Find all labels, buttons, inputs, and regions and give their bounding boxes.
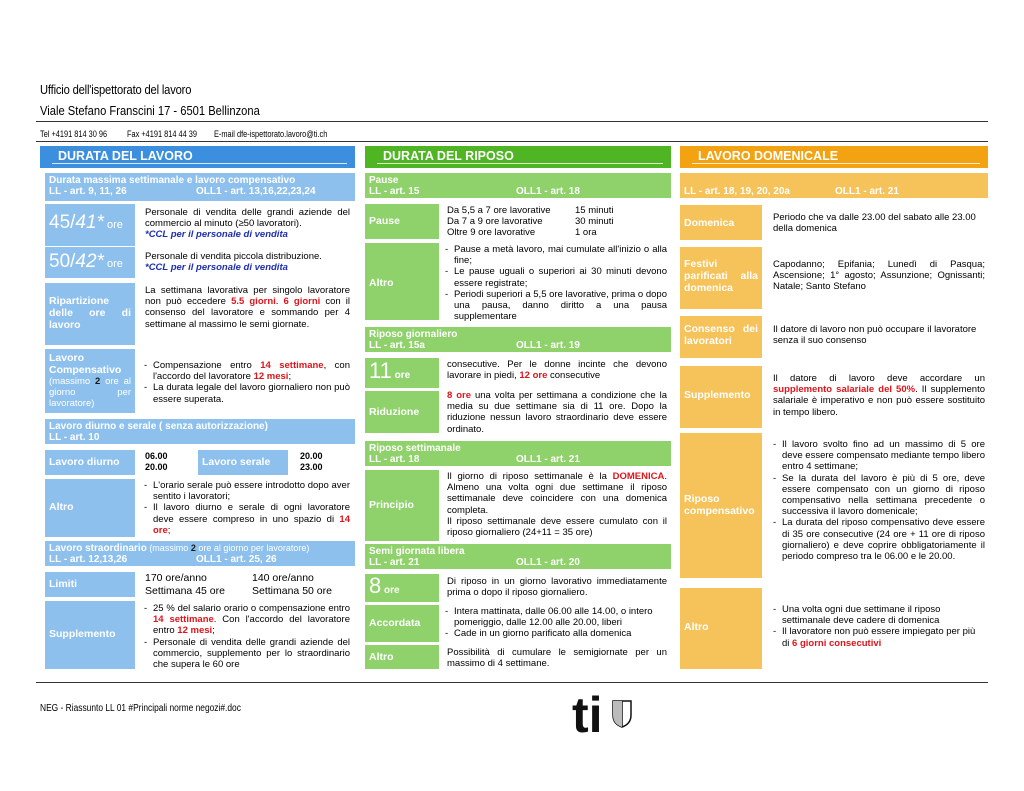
section-diurno-serale: Lavoro diurno e serale ( senza autorizzazione) LL - art. 10 — [45, 419, 355, 444]
list-item: - La durata del riposo compensativo deve essere di 35 ore consecutive (24 ore + 11 ore di riposo giornaliero) e deve coprire obbligatoriamente il periodo compreso tra le 06.00 e le 20.00. — [771, 517, 985, 562]
list-item: - Cade in un giorno parificato alla domenica — [443, 628, 667, 639]
ripartizione-text: La settimana lavorativa per singolo lavoratore non può eccedere 5.5 giorni. 6 giorni con il consenso del lavoratore e sommando per 4 settimane al massimo le semi giornate. — [145, 285, 351, 330]
section-riposo-settimanale: Riposo settimanale LL - art. 18 OLL1 - art. 21 — [365, 441, 671, 466]
label-domenica: Domenica — [680, 205, 762, 240]
office-name: Ufficio dell'ispettorato del lavoro — [40, 82, 192, 97]
sg-text: Di riposo in un giorno lavorativo immediatamente prima o dopo il riposo giornaliero. — [447, 576, 667, 599]
limiti-b: 140 ore/anno Settimana 50 ore — [252, 572, 332, 597]
list-item: - L'orario serale può essere introdotto dopo aver sentito i lavoratori; — [142, 480, 350, 502]
hours-50-box: 50/42* ore — [45, 247, 135, 278]
hours-45-box: 45/41* ore — [45, 204, 135, 246]
section-riposo-giornaliero: Riposo giornaliero LL - art. 15a OLL1 - art. 19 — [365, 327, 671, 352]
list-item: - Se la durata del lavoro è più di 5 ore, deve essere compensato con un giorno di riposo compensativo nella settimana precedente o successiva il lavoro domenicale; — [771, 473, 985, 518]
footer-divider — [36, 682, 988, 683]
header-divider-top — [36, 121, 988, 122]
label-consenso: Consenso dei lavoratori — [680, 316, 762, 358]
compensativo-list — [142, 360, 350, 405]
col-title-durata-lavoro: DURATA DEL LAVORO — [40, 146, 355, 168]
section-pause: Pause LL - art. 15 OLL1 - art. 18 — [365, 173, 671, 198]
list-item: - Intera mattinata, dalle 06.00 alle 14.00, o intero pomeriggio, dalle 12.00 alle 20.00, liberi — [443, 606, 667, 628]
list-item: - Personale di vendita delle grandi aziende del commercio, supplemento per lo straordinario che supera le 60 ore — [142, 637, 350, 671]
altro-pause-list — [443, 244, 667, 322]
table-row: Da 7 a 9 ore lavorative 30 minuti — [447, 216, 614, 228]
label-altro-diurno: Altro — [45, 479, 135, 537]
list-item: - Il lavoro diurno e serale di ogni lavoratore deve essere compreso in uno spazio di 14 ore; — [142, 502, 350, 536]
principio-text: Il giorno di riposo settimanale è la DOMENICA. Almeno una volta ogni due settimane il riposo settimanale deve coincidere con una domenica completa. Il riposo settimanale deve essere cumulato con il riposo giornaliero (24+11 = 35 ore) — [447, 471, 667, 539]
label-pause: Pause — [365, 204, 439, 239]
col-title-durata-riposo: DURATA DEL RIPOSO — [365, 146, 671, 168]
altro-dom-list — [771, 604, 985, 649]
section-semi-giornata: Semi giornata libera LL - art. 21 OLL1 - art. 20 — [365, 544, 671, 569]
table-row: Oltre 9 ore lavorative 1 ora — [447, 227, 597, 239]
label-altro-semi: Altro — [365, 645, 439, 669]
rg-text: consecutive. Per le donne incinte che devono lavorare in piedi, 12 ore consecutive — [447, 359, 667, 382]
section-lavoro-domenicale: LL - art. 18, 19, 20, 20a OLL1 - art. 21 — [680, 173, 988, 198]
header-divider-bottom — [36, 141, 988, 142]
hours-50-text: Personale di vendita piccola distribuzione. *CCL per il personale di vendita — [145, 251, 322, 274]
label-supplemento-dom: Supplemento — [680, 366, 762, 428]
office-address: Viale Stefano Franscini 17 - 6501 Bellinzona — [40, 103, 260, 118]
email: E-mail dfe-ispettorato.lavoro@ti.ch — [214, 129, 328, 139]
limiti-a: 170 ore/anno Settimana 45 ore — [145, 572, 225, 597]
label-accordata: Accordata — [365, 605, 439, 642]
diurno-times: 06.00 20.00 — [145, 451, 168, 473]
supplemento-straord-list — [142, 603, 350, 670]
list-item: - Compensazione entro 14 settimane, con l'accordo del lavoratore 12 mesi; — [142, 360, 350, 382]
list-item: - Periodi superiori a 5,5 ore lavorative, prima o dopo una pausa, danno diritto a una pausa supplementare — [443, 289, 667, 323]
list-item: - Una volta ogni due settimane il riposo settimanale deve cadere di domenica — [771, 604, 985, 626]
phone: Tel +4191 814 30 96 — [40, 129, 108, 139]
consenso-text: Il datore di lavoro non può occupare il lavoratore senza il suo consenso — [773, 324, 977, 347]
label-limiti: Limiti — [45, 572, 135, 597]
label-principio: Principio — [365, 470, 439, 541]
hours-45-text: Personale di vendita delle grandi aziende del commercio al minuto (≥50 lavoratori). *CCL per il personale di vendita — [145, 207, 350, 241]
accordata-list — [443, 606, 667, 640]
festivi-text: Capodanno; Epifania; Lunedì di Pasqua; Ascensione; 1° agosto; Assunzione; Ognissanti; Natale; Santo Stefano — [773, 259, 985, 293]
riduzione-text: 8 ore una volta per settimana a condizione che la media su due settimane sia di 11 ore. Dopo la riduzione nessun lavoro straordinario deve essere ordinato. — [447, 390, 667, 435]
sg-8-box: 8 ore — [365, 574, 439, 602]
fax: Fax +4191 814 44 39 — [127, 129, 197, 139]
riposo-compensativo-list — [771, 439, 985, 562]
list-item: - Pause a metà lavoro, mai cumulate all'inizio o alla fine; — [443, 244, 667, 266]
label-riduzione: Riduzione — [365, 391, 439, 433]
altro-semi-text: Possibilità di cumulare le semigiornate per un massimo di 4 settimane. — [447, 647, 667, 670]
supplemento-dom-text: Il datore di lavoro deve accordare un supplemento salariale del 50%. Il supplemento salariale è imperativo e non può essere sostituito in tempo libero. — [773, 373, 985, 418]
altro-diurno-list — [142, 480, 350, 536]
label-altro-pause: Altro — [365, 243, 439, 320]
list-item: - Le pause uguali o superiori ai 30 minuti devono essere registrate; — [443, 266, 667, 288]
rg-11-box: 11 ore — [365, 358, 439, 388]
label-riposo-compensativo: Riposo compensativo — [680, 433, 762, 578]
label-lavoro-diurno: Lavoro diurno — [45, 450, 135, 475]
ti-logo-text: ti — [572, 690, 603, 738]
list-item: - 25 % del salario orario o compensazione entro 14 settimane. Con l'accordo del lavoratore entro 12 mesi; — [142, 603, 350, 637]
label-ripartizione: Ripartizione delle ore di lavoro — [45, 283, 135, 345]
canton-shield-icon — [612, 700, 632, 728]
domenica-text: Periodo che va dalle 23.00 del sabato alle 23.00 della domenica — [773, 212, 976, 235]
list-item: - La durata legale del lavoro giornaliero non può essere superata. — [142, 382, 350, 404]
section-straordinario: Lavoro straordinario (massimo 2 ore al giorno per lavoratore) LL - art. 12,13,26 OLL1 - art. 25, 26 — [45, 541, 355, 566]
serale-times: 20.00 23.00 — [300, 451, 323, 473]
table-row: Da 5,5 a 7 ore lavorative 15 minuti — [447, 205, 614, 216]
label-festivi: Festivi parificati alla domenica — [680, 247, 762, 309]
label-lavoro-compensativo: Lavoro Compensativo (massimo 2 ore al giorno per lavoratore) — [45, 349, 135, 413]
label-supplemento-straord: Supplemento — [45, 601, 135, 669]
section-durata-massima: Durata massima settimanale e lavoro compensativo LL - art. 9, 11, 26 OLL1 - art. 13,16,22,23,24 — [45, 173, 355, 201]
list-item: - Il lavoro svolto fino ad un massimo di 5 ore deve essere compensato mediante tempo libero entro 4 settimane; — [771, 439, 985, 473]
list-item: - Il lavoratore non può essere impiegato per più di 6 giorni consecutivi — [771, 626, 985, 648]
pause-table — [447, 205, 667, 239]
label-altro-dom: Altro — [680, 588, 762, 669]
footer-filename: NEG - Riassunto LL 01 #Principali norme negozi#.doc — [40, 703, 241, 714]
label-lavoro-serale: Lavoro serale — [198, 450, 288, 475]
col-title-lavoro-domenicale: LAVORO DOMENICALE — [680, 146, 988, 168]
